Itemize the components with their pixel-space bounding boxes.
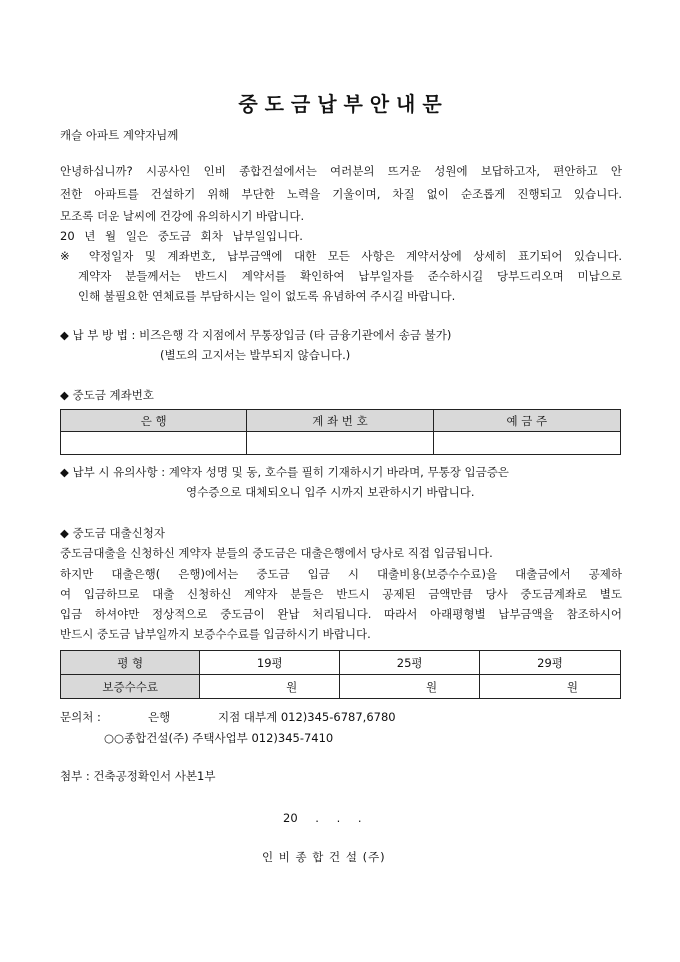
fee-29: 원 [480,675,621,699]
account-header-number: 계 좌 번 호 [247,410,433,432]
loan-line-1: 중도금대출을 신청하신 계약자 분들의 중도금은 대출은행에서 당사로 직접 입금됩니다. [60,546,493,560]
fee-19: 원 [200,675,340,699]
payment-date-line: 20 년 월 일은 중도금 회차 납부일입니다. [60,229,303,243]
fee-label: 보증수수료 [61,675,200,699]
contact-company: ○○종합건설(주) 주택사업부 012)345-7410 [104,731,334,745]
notice-line-1: ※ 약정일자 및 계좌번호, 납부금액에 대한 모든 사항은 계약서상에 상세히 표기되어 있습니다. [60,249,622,263]
contact-branch: 지점 대부계 012)345-6787,6780 [218,710,396,724]
caution-line-1: ◆ 납부 시 유의사항 : 계약자 성명 및 동, 호수를 필히 기재하시기 바라며, 무통장 입금증은 [60,465,509,479]
loan-line-3: 여 입금하므로 대출 신청하신 계약자 분들은 반드시 공제된 금액만큼 당사 중도금계좌로 별도 [60,587,622,601]
fee-table [60,650,621,699]
loan-line-5: 반드시 중도금 납부일까지 보증수수료를 입금하시기 바랍니다. [60,627,371,641]
notice-line-3: 인해 불필요한 연체료를 부담하시는 일이 없도록 유념하여 주시길 바랍니다. [78,289,456,303]
page-title: 중 도 금 납 부 안 내 문 [238,92,442,116]
fee-size-19: 19평 [200,651,340,675]
account-bank-cell [61,432,247,455]
intro-line-1: 안녕하십니까? 시공사인 인비 종합건설에서는 여러분의 뜨거운 성원에 보답하고자, 편안하고 안 [60,164,622,178]
account-heading: ◆ 중도금 계좌번호 [60,388,154,402]
notice-line-2: 계약자 분들께서는 반드시 계약서를 확인하여 납부일자를 준수하시길 당부드리오며 미납으로 [78,269,622,283]
account-table [60,409,621,455]
account-holder-cell [433,432,620,455]
fee-25: 원 [340,675,480,699]
contact-bank: 은행 [148,710,171,724]
intro-line-3: 모조록 더운 날씨에 건강에 유의하시기 바랍니다. [60,209,305,223]
account-header-holder: 예 금 주 [433,410,620,432]
fee-size-25: 25평 [340,651,480,675]
payment-method-note: (별도의 고지서는 발부되지 않습니다.) [160,348,351,362]
attachment: 첨부 : 건축공정확인서 사본1부 [60,769,216,783]
loan-line-2: 하지만 대출은행( 은행)에서는 중도금 입금 시 대출비용(보증수수료)을 대출금에서 공제하 [60,567,622,581]
company-signature: 인 비 종 합 건 설 (주) [262,850,386,864]
contact-label: 문의처 : [60,710,101,724]
loan-line-4: 입금 하셔야만 정상적으로 중도금이 완납 처리됩니다. 따라서 아래평형별 납부금액을 참조하시어 [60,607,622,621]
loan-heading: ◆ 중도금 대출신청자 [60,526,166,540]
intro-line-2: 전한 아파트를 건설하기 위해 부단한 노력을 기울이며, 차질 없이 순조롭게 진행되고 있습니다. [60,187,622,201]
caution-line-2: 영수증으로 대체되오니 입주 시까지 보관하시기 바랍니다. [186,485,475,499]
account-header-bank: 은 행 [61,410,247,432]
account-number-cell [247,432,433,455]
payment-method: ◆ 납 부 방 법 : 비즈은행 각 지점에서 무통장입금 (타 금융기관에서 송금 불가) [60,328,452,342]
fee-size-29: 29평 [480,651,621,675]
greeting: 캐슬 아파트 계약자님께 [60,128,179,142]
fee-size-label: 평 형 [61,651,200,675]
footer-date: 20 . . . [283,811,362,825]
